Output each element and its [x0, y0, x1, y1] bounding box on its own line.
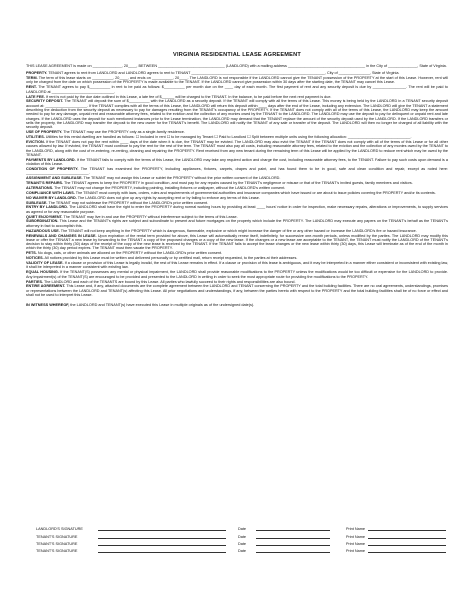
- lease-clause: [26, 215, 448, 219]
- clause-heading: TERM.: [26, 76, 38, 81]
- date-label: Date: [238, 549, 247, 554]
- lease-clause: [26, 229, 448, 233]
- date-line[interactable]: [256, 549, 330, 553]
- clause-text: The LANDLORD does not give up any rights by accepting rent or by failing to enforce any terms of this Lease.: [76, 195, 260, 200]
- lease-clause: [26, 186, 448, 190]
- lease-clause: [26, 256, 448, 260]
- signature-line[interactable]: [98, 542, 226, 546]
- clause-text: This Lease and, if any, attached documents are the complete agreement between the LANDLORD and TENANT concerning the PROPERTY and the total building facilities. There are no oral agreements, understandings, promises or representations between the LANDLORD and TENANT(s) affecting this Lease. All prior negotiations and understandings, if any, between the parties hereto with respect to the PROPERTY and the total building facilities shall be of no force or effect and shall not be used to interpret this Lease.: [26, 284, 448, 297]
- lease-clause: [26, 201, 448, 205]
- clause-heading: ASSIGNMENT AND SUBLEASE.: [26, 176, 83, 181]
- clause-text: The TENANT may not assign this Lease or sublet the PROPERTY without the prior written consent of the LANDLORD.: [82, 176, 281, 181]
- print-name-label: Print Name: [346, 527, 365, 532]
- signature-row: [36, 539, 446, 546]
- lease-clause: [26, 251, 448, 255]
- print-name-label: Print Name: [346, 549, 365, 554]
- lease-clause: [26, 219, 448, 228]
- date-line[interactable]: [256, 534, 330, 538]
- lease-clause: [26, 85, 448, 94]
- print-name-line[interactable]: [368, 534, 446, 538]
- lease-clause: [26, 191, 448, 195]
- clause-heading: QUIET ENJOYMENT.: [26, 214, 63, 219]
- clause-heading: NOTICES.: [26, 256, 44, 261]
- clause-heading: EQUAL HOUSING.: [26, 270, 59, 275]
- clause-heading: RENT.: [26, 85, 37, 90]
- clause-heading: NO WAIVER BY LANDLORD.: [26, 195, 77, 200]
- signature-line[interactable]: [98, 549, 226, 553]
- clause-heading: CONDITION OF PROPERTY.: [26, 166, 79, 171]
- clause-text: If a clause or provision of this Lease is legally invalid, the rest of this Lease remains in effect. If a clause or provision of this lease is ambiguous, and it may be interpreted in a manner either consistent or inconsistent with existing law, it shall be interpreted in a manner consistent with existing law.: [26, 261, 448, 270]
- signature-block: [36, 524, 446, 553]
- clause-text: The LANDLORD shall have the right to enter the PROPERTY during normal working hours by providing at least ____ hours' notice in order for inspection, make necessary repairs, alterations or improvements, to supply services as agreed or for any reasonable purpose.: [26, 205, 448, 214]
- witness-text: the LANDLORD and TENANT(s) have executed this Lease in multiple originals as of the undersigned date(s).: [69, 303, 255, 308]
- lease-clause: [26, 261, 448, 270]
- clause-text: THIS LEASE AGREEMENT is made on ______________, 20____, BETWEEN ________________________________ (LANDLORD) with a mailing address _____________________________________ in the City of ______________, State of Virginia.: [26, 64, 447, 68]
- lease-clause: [26, 167, 448, 176]
- signature-line[interactable]: [98, 534, 226, 538]
- date-line[interactable]: [256, 527, 330, 531]
- lease-clause: [26, 64, 448, 68]
- clause-text: No dogs, cats, or other animals are allowed on the PROPERTY without the LANDLORD's prior written consent.: [36, 251, 223, 256]
- lease-clause: [26, 135, 448, 139]
- clause-text: If rent is not paid by the due date outlined in this Lease, a late fee of $______ will be charged to the TENANT. In the balance, to be paid before the next rent payment is due.: [44, 94, 332, 99]
- date-label: Date: [238, 534, 247, 539]
- lease-clause: [26, 205, 448, 214]
- clause-heading: EVICTION.: [26, 139, 45, 144]
- clause-heading: SUBORDINATION.: [26, 219, 59, 224]
- print-name-line[interactable]: [368, 549, 446, 553]
- signature-label: TENANT'S SIGNATURE: [36, 534, 78, 539]
- signature-label: TENANT'S SIGNATURE: [36, 541, 78, 546]
- clause-heading: SUBLEASE.: [26, 200, 48, 205]
- date-label: Date: [238, 527, 247, 532]
- clause-text: The TENANT agrees to pay $__________ in rent to be paid as follows: $__________ per month due on the ____ day of each month. The first payment of rent and any security deposit is due by ________________. The rent will be paid to LANDLORD at ______________________________.: [26, 85, 448, 94]
- clause-text: If the TENANT does not pay the rent within ____ days of the date when it is due, the TENANT may be evicted. The LANDLORD may also evict the TENANT if the TENANT does not comply with all of the terms of this Lease or for all other causes allowed by law. If evicted, the TENANT must continue to pay the rent for the rest of the term. The TENANT must also pay all costs, including reasonable attorney fees, related to the eviction and the collection of any monies owed by the TENANT to the LANDLORD, along with the cost of re-entering, re-renting, cleaning and repairing the PROPERTY. Rent received from any new tenant during the remaining term of this Lease will be applied by the LANDLORD to reduce rent which may be owed by the TENANT.: [26, 139, 448, 157]
- clause-heading: RENEWALS AND CHANGES IN LEASE.: [26, 233, 97, 238]
- clause-text: Utilities for this rental dwelling are handled as follows: ☐ Included in rent ☐ to be managed by Tenant ☐ Paid to Landlord ☐ Split between multiple units using the following allocation: ______________________________.: [44, 135, 412, 140]
- clause-text: If the TENANT(S) possesses any mental or physical impairment, the LANDLORD shall provide reasonable modifications to the PROPERTY unless the modifications would be too difficult or expensive for the LANDLORD to provide. Any impairment(s) of the TENANT(S) are encouraged to be provided and presented to the LANDLORD in writing in order to seek the most appropriate route for providing the modifications to the PROPERTY.: [26, 270, 448, 279]
- clause-text: The TENANT will deposit the sum of $__________ with the LANDLORD as a security deposit. If the TENANT will comply with all the terms of this Lease. This money is being held by the LANDLORD in a TENANT security deposit account at: ____________________. If the TENANT complies with all the terms of this Lease, the LANDLORD will return this deposit within ____ days after the end of the Lease, including any extension. The LANDLORD will give the TENANT a statement describing the deduction from the security deposit as necessary to pay for damages resulting from the TENANT's occupancy of the PROPERTY. If the TENANT does not comply with all of the terms of this Lease, the LANDLORD may keep the amount needed to pay for any damage, unpaid rent and reasonable attorney fees, related to the eviction and the collection of any monies owed by the TENANT to the LANDLORD. The LANDLORD may use the deposit to pay for delinquent or unpaid rent and late charges. If the LANDLORD uses the deposit for such mentioned instances prior to the Lease termination, the LANDLORD may demand that the TENANT replace the amount of the security deposit used by the LANDLORD. If the LANDLORD transfers or sells the property, the LANDLORD may transfer the deposit to the new owner for the TENANT's benefit. The LANDLORD will notify the TENANT of any sale or transfer of the deposit. The LANDLORD will then no longer be charged of all liability with the security deposit.: [26, 99, 448, 130]
- clause-text: The TENANT may not sublease the PROPERTY without the LANDLORD's prior written consent.: [47, 200, 209, 205]
- clause-text: This Lease and the TENANT's rights are subject and subordinate to present and future mortgages on the property which include the PROPERTY. The LANDLORD may execute any papers on the TENANT's behalf as the TENANT's attorney in fact to accomplish this.: [26, 219, 448, 228]
- print-name-label: Print Name: [346, 541, 365, 546]
- clause-text: The TENANT may not change the PROPERTY, including painting, installing fixtures or wallpaper, without the LANDLORD's written consent.: [53, 185, 286, 190]
- clause-text: If the TENANT fails to comply with the terms of this Lease, the LANDLORD may take any required action and charge the cost, including reasonable attorney fees, to the TENANT. Failure to pay such costs upon demand is a violation of this Lease.: [26, 157, 448, 166]
- witness-clause: [26, 303, 448, 307]
- clause-heading: SECURITY DEPOSIT.: [26, 99, 64, 104]
- clause-text: The term of this lease starts on __________, 20____, and ends on __________, 20____. The LANDLORD is not responsible if the LANDLORD cannot give the TENANT possession of the PROPERTY at the start of this Lease. However, rent will only be charged from the date on which possession of the PROPERTY is made available to the TENANT. If the LANDLORD cannot give possession within 30 days after the starting date, the TENANT may cancel this Lease.: [26, 76, 448, 85]
- lease-clause: [26, 270, 448, 279]
- clause-heading: USE OF PROPERTY.: [26, 130, 63, 135]
- clause-text: The LANDLORD and each of the TENANTS are bound by this Lease. All parties who lawfully succeed to their rights and responsibilities are also bound.: [43, 279, 296, 284]
- document-title: VIRGINIA RESIDENTIAL LEASE AGREEMENT: [173, 52, 301, 58]
- lease-clause: [26, 280, 448, 284]
- signature-label: LANDLORD'S SIGNATURE: [36, 527, 83, 532]
- clause-heading: VALIDITY OF LEASE.: [26, 261, 64, 266]
- clause-heading: ENTIRE AGREEMENT.: [26, 284, 66, 289]
- clause-heading: ENTRY BY LANDLORD.: [26, 205, 69, 210]
- lease-clause: [26, 196, 448, 200]
- clause-heading: COMPLIANCE WITH LAWS.: [26, 190, 75, 195]
- lease-document: [26, 52, 448, 308]
- clause-text: Upon expiration of the rental term provided for above, this Lease will automatically renew itself, indefinitely, for successive one-month periods, unless modified by the parties. The LANDLORD may modify this lease or offer the TENANT a new lease by forwarding to the TENANT a copy of the proposed changes or a copy of the new lease. If the changes or a new lease are acceptable to the TENANT, the TENANT must notify the LANDLORD of the TENANT's decision to stay within thirty (30) days of the receipt of the copy of the new lease is received by the TENANT. If the TENANT fails to accept the lease changes or the new lease within thirty (30) days, this Lease will terminate as of the end of the month in which the thirty (30) day period expires. The TENANT must then vacate the PROPERTY.: [26, 233, 448, 251]
- signature-row: [36, 531, 446, 538]
- clause-heading: UTILITIES.: [26, 135, 45, 140]
- clause-heading: PARTIES.: [26, 279, 44, 284]
- clause-text: The TENANT may live in and use the PROPERTY without interference subject to the terms of this Lease.: [62, 214, 238, 219]
- clause-heading: PAYMENTS BY LANDLORD.: [26, 157, 76, 162]
- lease-clause: [26, 140, 448, 157]
- clause-heading: ALTERATIONS.: [26, 185, 54, 190]
- clause-heading: TENANT'S REPAIRS.: [26, 180, 64, 185]
- lease-clause: [26, 95, 448, 99]
- lease-clause: [26, 284, 448, 297]
- date-label: Date: [238, 541, 247, 546]
- clause-text: TENANT agrees to rent from LANDLORD and LANDLORD agrees to rent to TENANT ________________________________________________________________, City of _______________, State of Virginia.: [47, 71, 400, 76]
- lease-clause: [26, 181, 448, 185]
- clause-heading: HAZARDOUS USE.: [26, 228, 60, 233]
- date-line[interactable]: [256, 542, 330, 546]
- clause-text: The TENANT may use the PROPERTY only as a single-family residence.: [62, 130, 185, 135]
- lease-clause: [26, 234, 448, 251]
- signature-row: [36, 524, 446, 531]
- signature-line[interactable]: [98, 527, 226, 531]
- print-name-line[interactable]: [368, 542, 446, 546]
- clause-text: All notices provided by this Lease must be written and delivered personally or by certified mail, return receipt requested, to the parties at their addresses.: [43, 256, 298, 261]
- lease-clause: [26, 130, 448, 134]
- lease-clause: [26, 176, 448, 180]
- clause-text: The TENANT agrees to keep the PROPERTY in good condition, and must pay for any repairs caused by the TENANT's negligence or misuse or that of the TENANT's invited guests, family members and visitors.: [63, 180, 413, 185]
- lease-clause: [26, 76, 448, 85]
- clause-text: The TENANT has examined the PROPERTY, including appliances, fixtures, carpets, drapes and paint, and has found them to be in good, safe and clean condition and repair, except as noted here: ______________________________.: [26, 166, 448, 176]
- print-name-line[interactable]: [368, 527, 446, 531]
- signature-label: TENANT'S SIGNATURE: [36, 549, 78, 554]
- lease-clause: [26, 71, 448, 75]
- clause-heading: LATE FEE.: [26, 94, 45, 99]
- clause-text: The TENANT will not keep anything in the PROPERTY which is dangerous, flammable, explosive or which might increase the danger of fire or any other hazard or increase the LANDLORD's fire or hazard insurance.: [59, 228, 417, 233]
- signature-row: [36, 546, 446, 553]
- lease-clause: [26, 158, 448, 167]
- witness-heading: IN WITNESS WHEREOF,: [26, 303, 70, 308]
- clause-text: The TENANT must comply with laws, orders, rules and requirements of governmental authorities and insurance companies which have issued or are about to issue policies covering the PROPERTY and/or its contents.: [74, 190, 436, 195]
- print-name-label: Print Name: [346, 534, 365, 539]
- lease-clause: [26, 99, 448, 129]
- lease-clauses: [26, 64, 448, 297]
- clause-heading: PETS.: [26, 251, 37, 256]
- clause-heading: PROPERTY.: [26, 71, 48, 76]
